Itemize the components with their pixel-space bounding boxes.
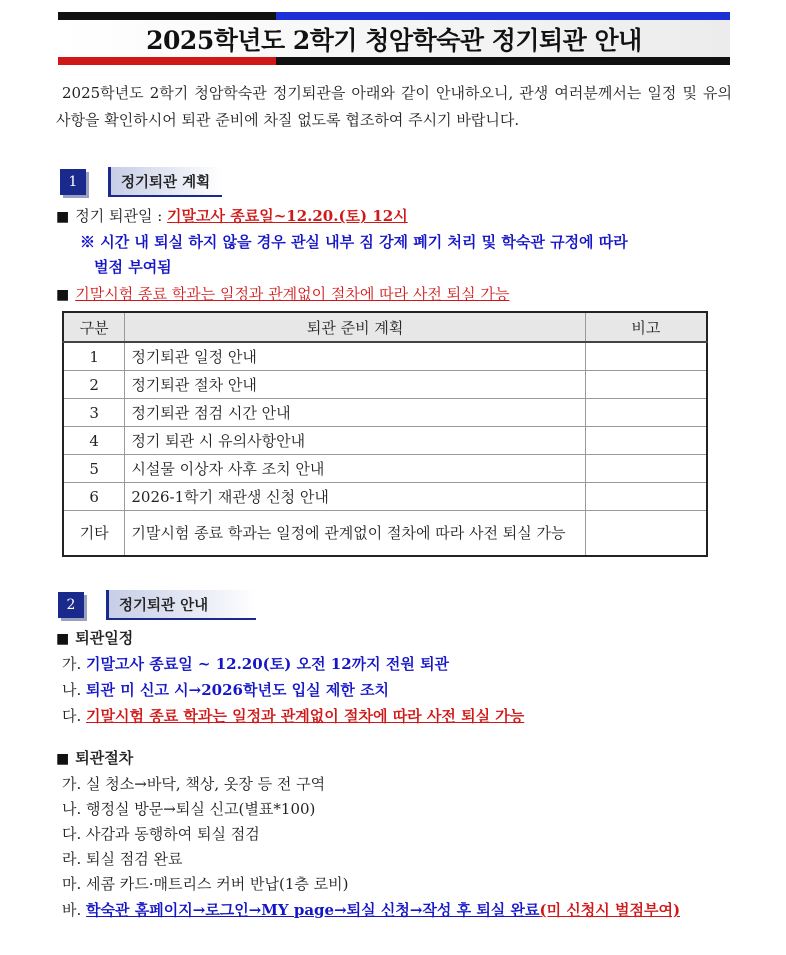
bullet-square: ■: [56, 287, 70, 303]
row-number: 1: [63, 342, 125, 371]
table-header-plan: 퇴관 준비 계획: [125, 312, 585, 342]
table-header-note: 비고: [585, 312, 707, 342]
row-number: 4: [63, 427, 125, 455]
title-top-bar: [58, 12, 730, 20]
procedure-item: [62, 873, 349, 894]
section-2-number: 2: [58, 592, 84, 618]
procedure-mark: 다.: [62, 825, 82, 843]
section-1-header: [60, 167, 222, 197]
departure-date-prefix: 정기 퇴관일 :: [75, 207, 168, 225]
plan-table: [62, 311, 708, 557]
procedure-penalty-text: (미 신청시 벌점부여): [539, 901, 681, 919]
bullet-square: ■: [56, 209, 70, 225]
procedure-mark: 나.: [62, 800, 82, 818]
procedure-text: 세콤 카드·매트리스 커버 반납(1층 로비): [86, 875, 349, 893]
row-plan: 기말시험 종료 학과는 일정에 관계없이 절차에 따라 사전 퇴실 가능: [125, 511, 585, 557]
schedule-text: 기말고사 종료일 ~ 12.20(토) 오전 12까지 전원 퇴관: [86, 655, 450, 673]
section-2-header: [58, 590, 256, 620]
row-note: [585, 455, 707, 483]
row-note: [585, 342, 707, 371]
schedule-text: 기말시험 종료 학과는 일정과 관계없이 절차에 따라 사전 퇴실 가능: [86, 707, 525, 725]
departure-date-line: [56, 205, 408, 226]
table-row: [63, 511, 707, 557]
row-number: 5: [63, 455, 125, 483]
table-row: [63, 371, 707, 399]
warning-note-line1: ※ 시간 내 퇴실 하지 않을 경우 관실 내부 짐 강제 폐기 처리 및 학숙관 규정에 따라: [80, 233, 628, 251]
procedure-text: 사감과 동행하여 퇴실 점검: [86, 825, 260, 843]
row-number: 6: [63, 483, 125, 511]
procedure-item: [62, 848, 183, 869]
procedure-heading: [56, 747, 133, 768]
row-note: [585, 511, 707, 557]
row-note: [585, 427, 707, 455]
procedure-text: 퇴실 점검 완료: [86, 850, 183, 868]
bullet-square: ■: [56, 631, 70, 647]
row-number: 기타: [63, 511, 125, 557]
title-banner: [58, 12, 730, 65]
early-departure-text: 기말시험 종료 학과는 일정과 관계없이 절차에 따라 사전 퇴실 가능: [75, 285, 510, 303]
procedure-mark: 라.: [62, 850, 82, 868]
row-plan: 2026-1학기 재관생 신청 안내: [125, 483, 585, 511]
procedure-text: 행정실 방문→퇴실 신고(별표*100): [86, 800, 316, 818]
procedure-mark: 가.: [62, 775, 82, 793]
page-title: 2025학년도 2학기 청암학숙관 정기퇴관 안내: [146, 25, 642, 55]
procedure-text: 학숙관 홈페이지→로그인→MY page→퇴실 신청→작성 후 퇴실 완료: [86, 901, 540, 919]
schedule-item: [62, 653, 449, 674]
schedule-heading: [56, 627, 133, 648]
schedule-title: 퇴관일정: [75, 629, 134, 647]
procedure-mark: 마.: [62, 875, 82, 893]
table-header-category: 구분: [63, 312, 125, 342]
bullet-square: ■: [56, 751, 70, 767]
schedule-item: [62, 679, 389, 700]
title-bottom-bar: [58, 57, 730, 65]
section-1-number: 1: [60, 169, 86, 195]
section-1-label: 정기퇴관 계획: [108, 167, 222, 197]
schedule-item: [62, 705, 524, 726]
table-row: [63, 342, 707, 371]
section-2-label: 정기퇴관 안내: [106, 590, 256, 620]
procedure-item: [62, 798, 315, 819]
row-plan: 정기퇴관 일정 안내: [125, 342, 585, 371]
row-plan: 정기 퇴관 시 유의사항안내: [125, 427, 585, 455]
procedure-item: [62, 899, 680, 920]
row-number: 3: [63, 399, 125, 427]
table-header-row: [63, 312, 707, 342]
procedure-text: 실 청소→바닥, 책상, 옷장 등 전 구역: [86, 775, 326, 793]
table-row: [63, 455, 707, 483]
row-plan: 정기퇴관 점검 시간 안내: [125, 399, 585, 427]
row-plan: 정기퇴관 절차 안내: [125, 371, 585, 399]
schedule-mark: 가.: [62, 655, 82, 673]
warning-note-line2: 벌점 부여됨: [94, 258, 172, 276]
row-note: [585, 399, 707, 427]
departure-date-value: 기말고사 종료일~12.20.(토) 12시: [167, 207, 408, 225]
title-band: [58, 20, 730, 57]
early-departure-line: [56, 283, 509, 304]
procedure-item: [62, 773, 325, 794]
row-note: [585, 483, 707, 511]
schedule-mark: 나.: [62, 681, 82, 699]
table-row: [63, 483, 707, 511]
table-row: [63, 427, 707, 455]
procedure-item: [62, 823, 260, 844]
schedule-text: 퇴관 미 신고 시→2026학년도 입실 제한 조치: [86, 681, 390, 699]
intro-paragraph: 2025학년도 2학기 청암학숙관 정기퇴관을 아래와 같이 안내하오니, 관생 여러분께서는 일정 및 유의사항을 확인하시어 퇴관 준비에 차질 없도록 협조하여 주시기 바랍니다.: [56, 84, 732, 129]
row-number: 2: [63, 371, 125, 399]
procedure-mark: 바.: [62, 901, 82, 919]
row-note: [585, 371, 707, 399]
schedule-mark: 다.: [62, 707, 82, 725]
row-plan: 시설물 이상자 사후 조치 안내: [125, 455, 585, 483]
table-row: [63, 399, 707, 427]
procedure-title: 퇴관절차: [75, 749, 134, 767]
